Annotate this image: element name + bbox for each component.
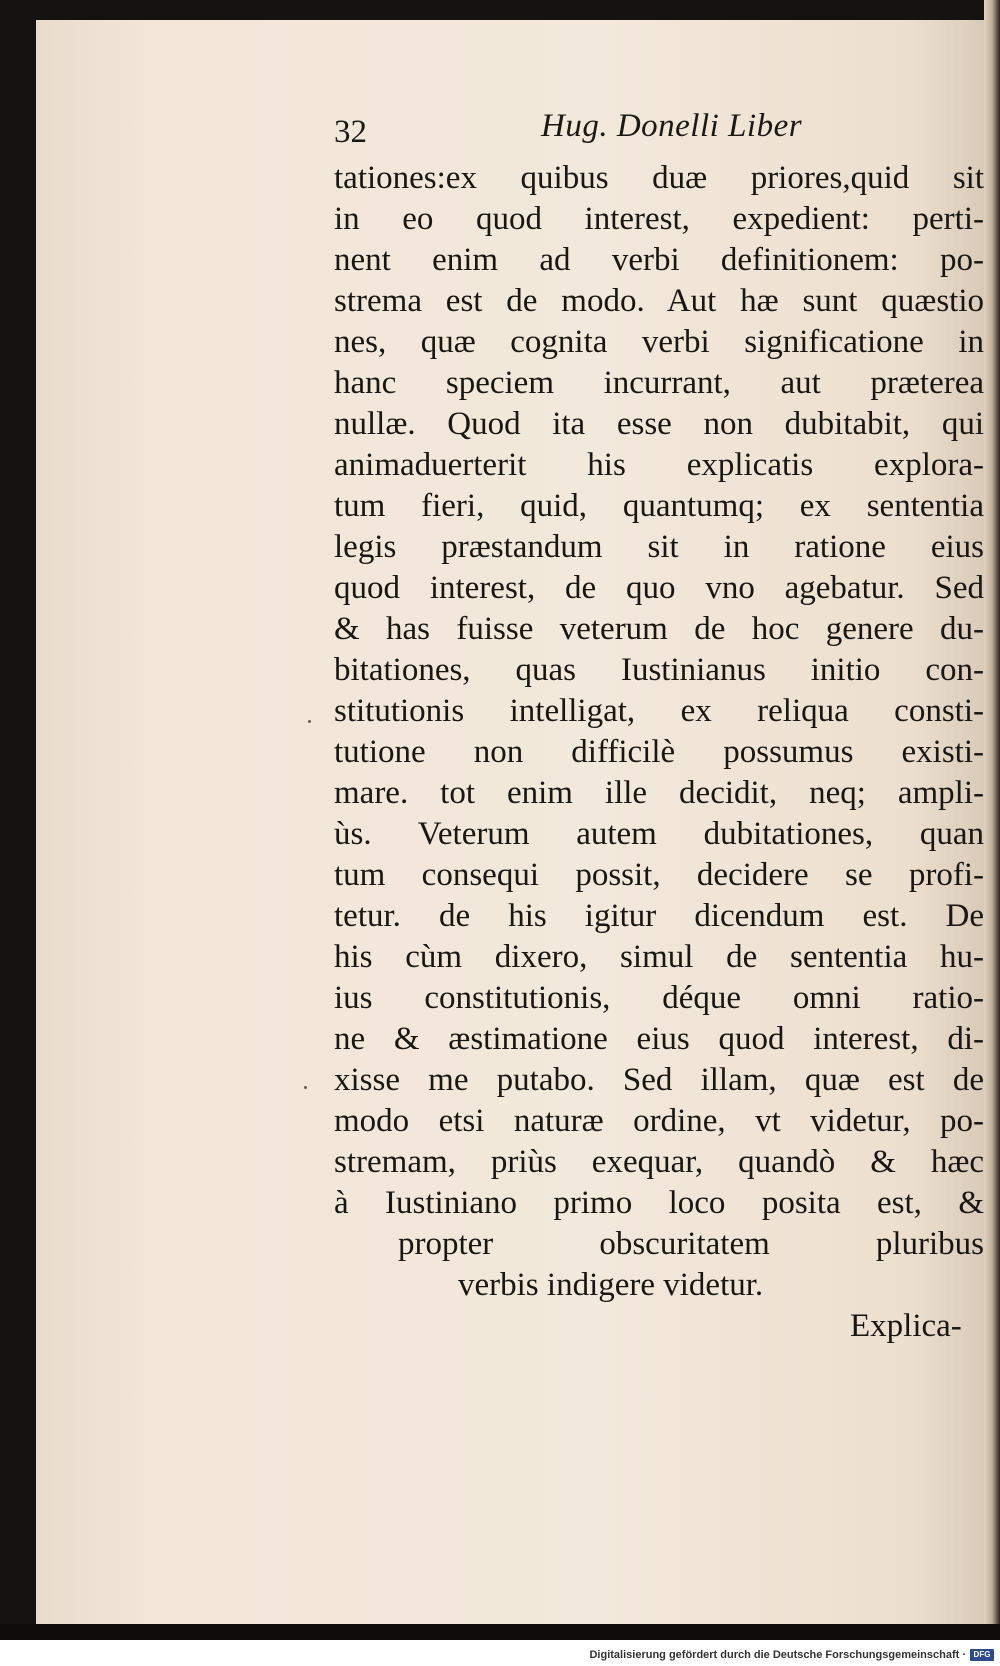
footer-bar: [0, 1648, 1000, 1666]
text-line: in eo quod interest, expedient: perti-: [334, 201, 984, 237]
running-head: Hug. Donelli Liber: [541, 108, 803, 144]
text-line: hanc speciem incurrant, aut præterea: [334, 365, 984, 401]
text-line: legis præstandum sit in ratione eius: [334, 529, 984, 565]
footer-credit: Digitalisierung gefördert durch die Deutsche Forschungsgemeinschaft ·: [589, 1649, 966, 1661]
paper-speck: [304, 1086, 307, 1089]
text-line: tum consequi possit, decidere se profi-: [334, 857, 984, 893]
text-line: tutione non difficilè possumus existi-: [334, 734, 984, 770]
text-line: ius constitutionis, déque omni ratio-: [334, 980, 984, 1016]
text-line: & has fuisse veterum de hoc genere du-: [334, 611, 984, 647]
text-line: animaduerterit his explicatis explora-: [334, 447, 984, 483]
text-line: stremam, priùs exequar, quandò & hæc: [334, 1144, 984, 1180]
page-edge: [984, 0, 1000, 1640]
text-line: quod interest, de quo vno agebatur. Sed: [334, 570, 984, 606]
text-line: xisse me putabo. Sed illam, quæ est de: [334, 1062, 984, 1098]
text-line: tationes:ex quibus duæ priores,quid sit: [334, 160, 984, 196]
text-line: nes, quæ cognita verbi significatione in: [334, 324, 984, 360]
bottom-band: [0, 1624, 1000, 1640]
text-line: à Iustiniano primo loco posita est, &: [334, 1185, 984, 1221]
text-line: bitationes, quas Iustinianus initio con-: [334, 652, 984, 688]
paper-speck: [308, 720, 311, 723]
text-line: strema est de modo. Aut hæ sunt quæstio: [334, 283, 984, 319]
text-line: ùs. Veterum autem dubitationes, quan: [334, 816, 984, 852]
text-line: modo etsi naturæ ordine, vt videtur, po-: [334, 1103, 984, 1139]
text-line: nent enim ad verbi definitionem: po-: [334, 242, 984, 278]
text-line: mare. tot enim ille decidit, neq; ampli-: [334, 775, 984, 811]
body-text: [334, 158, 984, 1306]
text-line: nullæ. Quod ita esse non dubitabit, qui: [334, 406, 984, 442]
dfg-logo: DFG: [970, 1649, 994, 1661]
page-header: [334, 108, 894, 158]
text-line: verbis indigere videtur.: [458, 1267, 764, 1303]
page-number: 32: [334, 114, 367, 150]
catchword: Explica-: [850, 1308, 962, 1344]
text-line: tum fieri, quid, quantumq; ex sententia: [334, 488, 984, 524]
text-line: tetur. de his igitur dicendum est. De: [334, 898, 984, 934]
text-line: propter obscuritatem pluribus: [398, 1226, 984, 1262]
text-line: his cùm dixero, simul de sententia hu-: [334, 939, 984, 975]
text-line: ne & æstimatione eius quod interest, di-: [334, 1021, 984, 1057]
text-line: stitutionis intelligat, ex reliqua consti-: [334, 693, 984, 729]
